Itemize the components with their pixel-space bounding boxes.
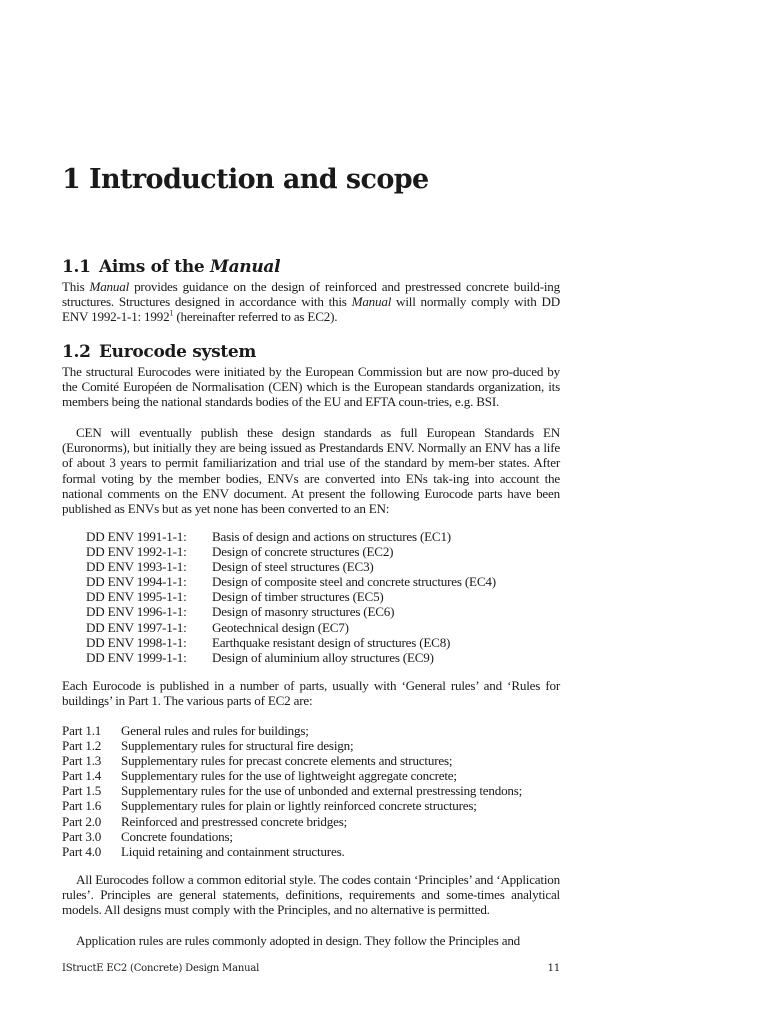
eurocode-row (86, 544, 560, 559)
page-footer (62, 963, 560, 974)
section-number: 1.2 (62, 342, 91, 362)
part-number: Part 1.3 (62, 753, 102, 769)
part-number: Part 3.0 (62, 828, 102, 844)
eurocode-row (86, 559, 560, 574)
section-title-text: Eurocode system (99, 342, 257, 362)
eurocode-desc: Design of masonry structures (EC6) (212, 604, 395, 620)
eurocode-row (86, 635, 560, 650)
page-number: 11 (547, 963, 560, 974)
eurocode-row (86, 529, 560, 544)
eurocode-list (86, 529, 560, 665)
eurocode-code: DD ENV 1999-1-1: (86, 649, 187, 665)
footer-manual-title: IStructE EC2 (Concrete) Design Manual (62, 963, 260, 974)
eurocode-row (86, 604, 560, 619)
part-row (62, 829, 560, 844)
eurocode-row (86, 574, 560, 589)
eurocode-code: DD ENV 1991-1-1: (86, 529, 187, 544)
part-row (62, 768, 560, 783)
eurocode-code: DD ENV 1998-1-1: (86, 634, 187, 650)
eurocode-desc: Design of composite steel and concrete structures (EC4) (212, 574, 496, 590)
eurocode-desc: Geotechnical design (EC7) (212, 619, 349, 635)
part-number: Part 1.4 (62, 768, 102, 784)
eurocode-paragraph-5: Application rules are rules commonly adopted in design. They follow the Principles and (76, 933, 521, 948)
part-row (62, 844, 560, 859)
part-row (62, 753, 560, 768)
section-heading-eurocode (62, 340, 560, 364)
aims-text-2: provides guidance on the design of reinforced and prestressed concrete build-ing structures. Structures designed in accordance with this (62, 279, 560, 310)
part-row (62, 723, 560, 738)
part-row (62, 814, 560, 829)
part-desc: Supplementary rules for plain or lightly reinforced concrete structures; (121, 798, 477, 814)
section-heading-aims (62, 255, 560, 279)
eurocode-desc: Design of concrete structures (EC2) (212, 544, 394, 560)
chapter-title: 1 Introduction and scope (62, 164, 429, 195)
part-row (62, 738, 560, 753)
eurocode-desc: Design of steel structures (EC3) (212, 559, 374, 575)
eurocode-paragraph-2: CEN will eventually publish these design standards as full European Standards EN (Euronorms), but initially they are being issued as Prestandards ENV. Normally an ENV has a life of about 3 years to permit familiarization and trial use of the standard by mem-ber states. After formal voting by the member bodies, ENVs are converted into ENs tak-ing into account the national comments on the ENV document. At present the following Eurocode parts have been published as ENVs but as yet none has been converted to an EN: (62, 425, 560, 517)
eurocode-desc: Design of aluminium alloy structures (EC9) (212, 649, 434, 665)
eurocode-paragraph-3: Each Eurocode is published in a number of parts, usually with ‘General rules’ and ‘Rules for buildings’ in Part 1. The various parts of EC2 are: (62, 678, 560, 709)
section-number: 1.1 (62, 257, 91, 277)
eurocode-code: DD ENV 1996-1-1: (86, 604, 187, 620)
eurocode-code: DD ENV 1992-1-1: (86, 544, 187, 560)
part-desc: Supplementary rules for the use of unbonded and external prestressing tendons; (121, 783, 523, 799)
part-number: Part 1.5 (62, 783, 102, 799)
part-number: Part 1.6 (62, 798, 102, 814)
eurocode-code: DD ENV 1995-1-1: (86, 589, 187, 605)
part-number: Part 2.0 (62, 813, 102, 829)
part-desc: General rules and rules for buildings; (121, 723, 309, 738)
eurocode-desc: Basis of design and actions on structures (EC1) (212, 529, 451, 544)
ec2-parts-list (62, 723, 560, 859)
aims-text-4: (hereinafter referred to as EC2). (173, 309, 338, 325)
aims-text-1: This (62, 279, 90, 294)
eurocode-code: DD ENV 1994-1-1: (86, 574, 187, 590)
section-title-italic: Manual (210, 257, 281, 277)
aims-paragraph (62, 279, 560, 325)
part-desc: Liquid retaining and containment structures. (121, 843, 345, 859)
part-number: Part 1.2 (62, 738, 102, 754)
part-desc: Supplementary rules for precast concrete elements and structures; (121, 753, 453, 769)
part-desc: Reinforced and prestressed concrete bridges; (121, 813, 348, 829)
part-row (62, 798, 560, 813)
part-desc: Supplementary rules for the use of lightweight aggregate concrete; (121, 768, 457, 784)
aims-text-3: will normally comply with DD ENV 1992-1-1: 1992 (62, 294, 560, 325)
eurocode-code: DD ENV 1993-1-1: (86, 559, 187, 575)
eurocode-paragraph-1: The structural Eurocodes were initiated by the European Commission but are now pro-duced by the Comité Européen de Normalisation (CEN) which is the European standards organization, its members being the national standards bodies of the EU and EFTA coun-tries, e.g. BSI. (62, 364, 560, 410)
eurocode-row (86, 589, 560, 604)
section-title-text: Aims of the (99, 257, 211, 277)
eurocode-desc: Earthquake resistant design of structures (EC8) (212, 634, 451, 650)
eurocode-row (86, 650, 560, 665)
eurocode-desc: Design of timber structures (EC5) (212, 589, 384, 605)
eurocode-paragraph-4: All Eurocodes follow a common editorial style. The codes contain ‘Principles’ and ‘Application rules’. Principles are general statements, definitions, requirements and some-times analytical models. All designs must comply with the Principles, and no alternative is permitted. (62, 872, 560, 918)
eurocode-row (86, 620, 560, 635)
eurocode-code: DD ENV 1997-1-1: (86, 619, 187, 635)
part-number: Part 1.1 (62, 723, 102, 738)
aims-italic-2: Manual (351, 294, 392, 310)
part-number: Part 4.0 (62, 843, 102, 859)
part-desc: Supplementary rules for structural fire design; (121, 738, 354, 754)
part-desc: Concrete foundations; (121, 828, 233, 844)
aims-italic-1: Manual (89, 279, 130, 294)
footnote-marker: 1 (169, 309, 174, 319)
part-row (62, 783, 560, 798)
